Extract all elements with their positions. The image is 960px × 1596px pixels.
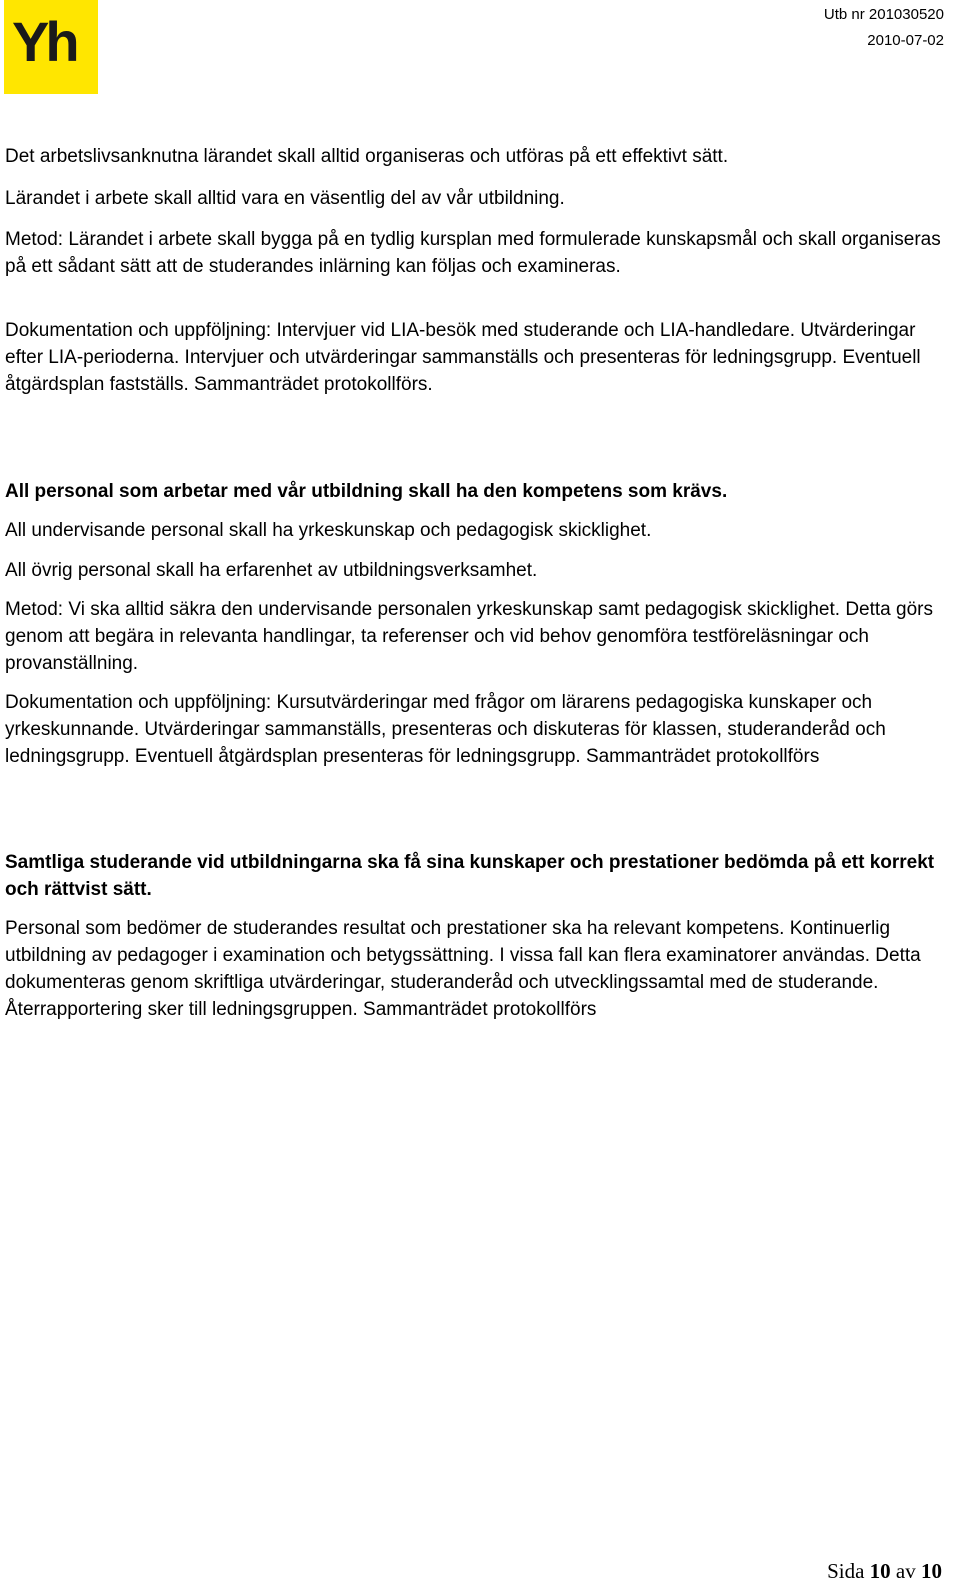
page-av-label: av	[895, 1559, 916, 1583]
document-date: 2010-07-02	[867, 32, 944, 49]
page-number	[827, 1559, 942, 1584]
paragraph-lia-effective: Det arbetslivsanknutna lärandet skall alltid organiseras och utföras på ett effektivt sätt.	[5, 146, 729, 167]
heading-assessment: Samtliga studerande vid utbildningarna ska få sina kunskaper och prestationer bedömda på ett korrekt och rättvist sätt.	[5, 852, 935, 900]
heading-personnel-competence: All personal som arbetar med vår utbildning skall ha den kompetens som krävs.	[5, 481, 728, 502]
paragraph-lia-method: Metod: Lärandet i arbete skall bygga på en tydlig kursplan med formulerade kunskapsmål och skall organiseras på ett sådant sätt att de studerandes inlärning kan följas och examineras.	[5, 229, 941, 277]
page-current: 10	[869, 1559, 891, 1583]
yh-logo-text: Yh	[12, 10, 76, 73]
yh-logo	[4, 0, 98, 94]
paragraph-assessment: Personal som bedömer de studerandes resultat och prestationer ska ha relevant kompetens. Kontinuerlig utbildning av pedagoger i examination och betygssättning. I vissa fall kan flera examinatorer användas. Detta dokumenteras genom skriftliga utvärderingar, studeranderåd och utvecklingssamtal med de studerande. Återrapportering sker till ledningsgruppen. Sammanträdet protokollförs	[5, 918, 921, 1020]
paragraph-lia-documentation: Dokumentation och uppföljning: Intervjuer vid LIA-besök med studerande och LIA-handledare. Utvärderingar efter LIA-perioderna. Intervjuer och utvärderingar sammanställs och presenteras för ledningsgrupp. Eventuell åtgärdsplan fastställs. Sammanträdet protokollförs.	[5, 320, 921, 395]
paragraph-teaching-staff: All undervisande personal skall ha yrkeskunskap och pedagogisk skicklighet.	[5, 520, 652, 541]
utb-nr: Utb nr 201030520	[823, 6, 944, 23]
paragraph-lia-essential: Lärandet i arbete skall alltid vara en väsentlig del av vår utbildning.	[5, 188, 565, 209]
paragraph-staff-documentation: Dokumentation och uppföljning: Kursutvärderingar med frågor om lärarens pedagogiska kunskaper och yrkeskunnande. Utvärderingar sammanställs, presenteras och diskuteras för klassen, studeranderåd och ledningsgrupp. Eventuell åtgärdsplan presenteras för ledningsgrupp. Sammanträdet protokollförs	[5, 692, 886, 767]
page-sida-label: Sida	[827, 1559, 865, 1583]
paragraph-other-staff: All övrig personal skall ha erfarenhet av utbildningsverksamhet.	[5, 560, 538, 581]
page-total: 10	[921, 1559, 942, 1583]
paragraph-staff-method: Metod: Vi ska alltid säkra den undervisande personalen yrkeskunskap samt pedagogisk skicklighet. Detta görs genom att begära in relevanta handlingar, ta referenser och vid behov genomföra testföreläsningar och provanställning.	[5, 599, 933, 674]
